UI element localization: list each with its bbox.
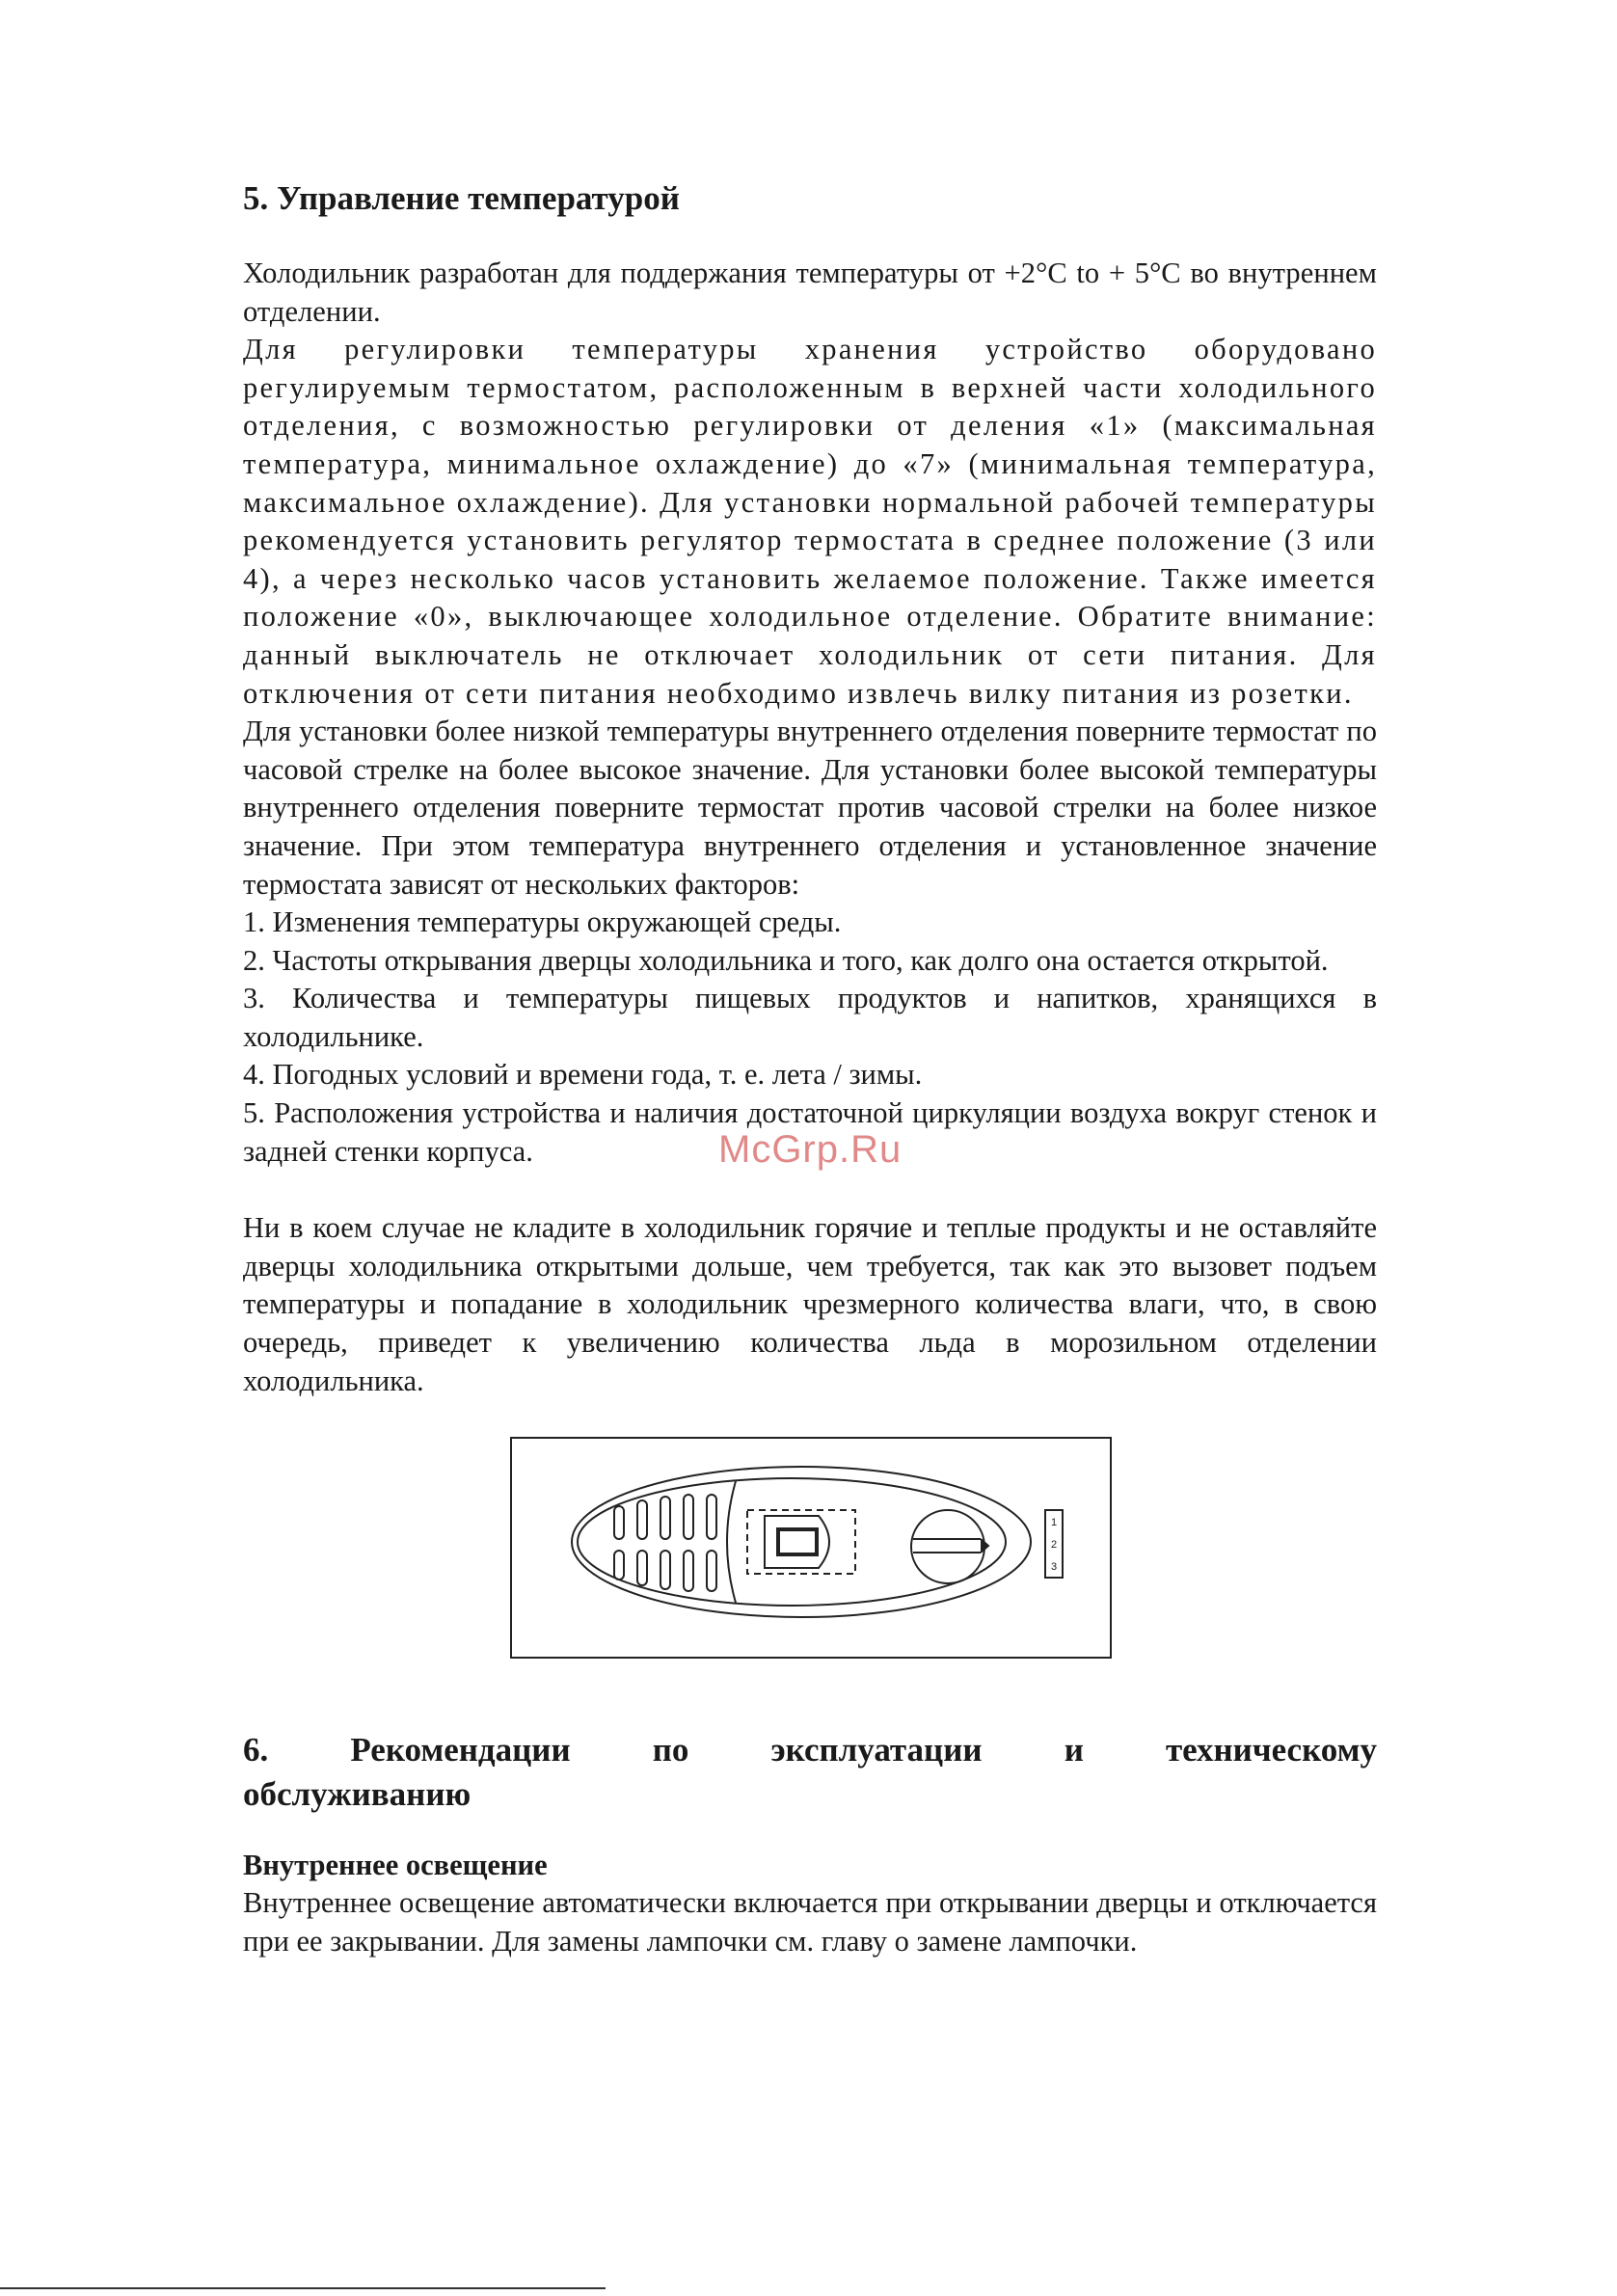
title-word: 6.: [243, 1731, 269, 1769]
lamp-cover-outline: [747, 1510, 855, 1574]
vent-slot: [660, 1551, 670, 1589]
factor-item: 1. Изменения температуры окружающей среды.: [243, 905, 842, 939]
title-word: и: [1064, 1731, 1084, 1769]
panel-housing-outline: [572, 1467, 1031, 1617]
vent-slot: [637, 1551, 647, 1585]
panel-divider: [727, 1481, 736, 1603]
vent-slot: [684, 1551, 693, 1591]
scale-label-1: 1: [1050, 1517, 1058, 1529]
factor-item: 3. Количества и температуры пищевых продуктов и напитков, хранящихся в холодильнике.: [243, 982, 1377, 1053]
factor-item: 4. Погодных условий и времени года, т. е. лета / зимы.: [243, 1058, 923, 1092]
scale-label-3: 3: [1050, 1561, 1058, 1574]
title-line-2: обслуживанию: [243, 1775, 472, 1814]
thermostat-panel-figure: [510, 1437, 1112, 1659]
watermark: McGrp.Ru: [718, 1128, 903, 1171]
vent-slot: [637, 1500, 647, 1539]
vent-slot: [614, 1506, 624, 1539]
vent-slot: [707, 1495, 716, 1539]
thermostat-panel-drawing: [512, 1439, 1114, 1661]
lamp-bulb: [778, 1529, 817, 1554]
adjustment-paragraph: Для установки более низкой температуры внутреннего отделения поверните термостат по часовой стрелке на более высокое значение. Для установки более высокой температуры внутреннего отделения поверните термостат против часовой стрелки на более низкое значение. При этом температура внутреннего отделения и установленное значение термостата зависят от нескольких факторов:: [243, 715, 1377, 901]
factor-item: 2. Частоты открывания дверцы холодильника и того, как долго она остается открытой.: [243, 943, 1329, 977]
warning-paragraph: Ни в коем случае не кладите в холодильник горячие и теплые продукты и не оставляйте дверцы холодильника открытыми дольше, чем требуется, так как это вызовет подъем температуры и попадание в холодильник чрезмерного количества влаги, что, в свою очередь, приведет к увеличению количества льда в морозильном отделении холодильника.: [243, 1211, 1377, 1397]
panel-inner-outline: [578, 1478, 1006, 1606]
title-word: эксплуатации: [770, 1731, 983, 1769]
scale-label-2: 2: [1050, 1539, 1058, 1552]
title-word: по: [652, 1731, 689, 1769]
thermostat-knob: [911, 1510, 984, 1583]
vent-slot: [707, 1551, 716, 1591]
lighting-subheading: Внутреннее освещение: [243, 1849, 548, 1882]
footer-rule: [0, 2287, 606, 2289]
title-word: техническому: [1165, 1731, 1377, 1769]
thermostat-paragraph: Для регулировки температуры хранения устройство оборудовано регулируемым термостатом, расположенным в верхней части холодильного отделения, с возможностью регулировки от деления «1» (максимальная температура, минимальное охлаждение) до «7» (минимальная температура, максимальное охлаждение). Для установки нормальной рабочей температуры рекомендуется установить регулятор термостата в среднее положение (3 или 4), а через несколько часов установить желаемое положение. Также имеется положение «0», выключающее холодильное отделение. Обратите внимание: данный выключатель не отключает холодильник от сети питания. Для отключения от сети питания необходимо извлечь вилку питания из розетки.: [243, 333, 1377, 710]
section-5-title: 5. Управление температурой: [243, 179, 680, 217]
intro-paragraph: Холодильник разработан для поддержания температуры от +2°C to + 5°C во внутреннем отделении.: [243, 257, 1377, 328]
document-page: [243, 179, 1377, 1960]
lamp-housing: [765, 1516, 829, 1568]
lighting-paragraph: Внутреннее освещение автоматически включается при открывании дверцы и отключается при ее закрывании. Для замены лампочки см. главу о замене лампочки.: [243, 1886, 1377, 1958]
vent-slot: [614, 1551, 624, 1580]
vent-slot: [660, 1497, 670, 1539]
section-6-title: [243, 1728, 1377, 1817]
title-word: Рекомендации: [350, 1731, 571, 1769]
factor-item: 5. Расположения устройства и наличия достаточной циркуляции воздуха вокруг стенок и задней стенки корпуса.: [243, 1096, 1377, 1168]
section-5-body: [243, 255, 1377, 1400]
vent-slot: [684, 1495, 693, 1539]
